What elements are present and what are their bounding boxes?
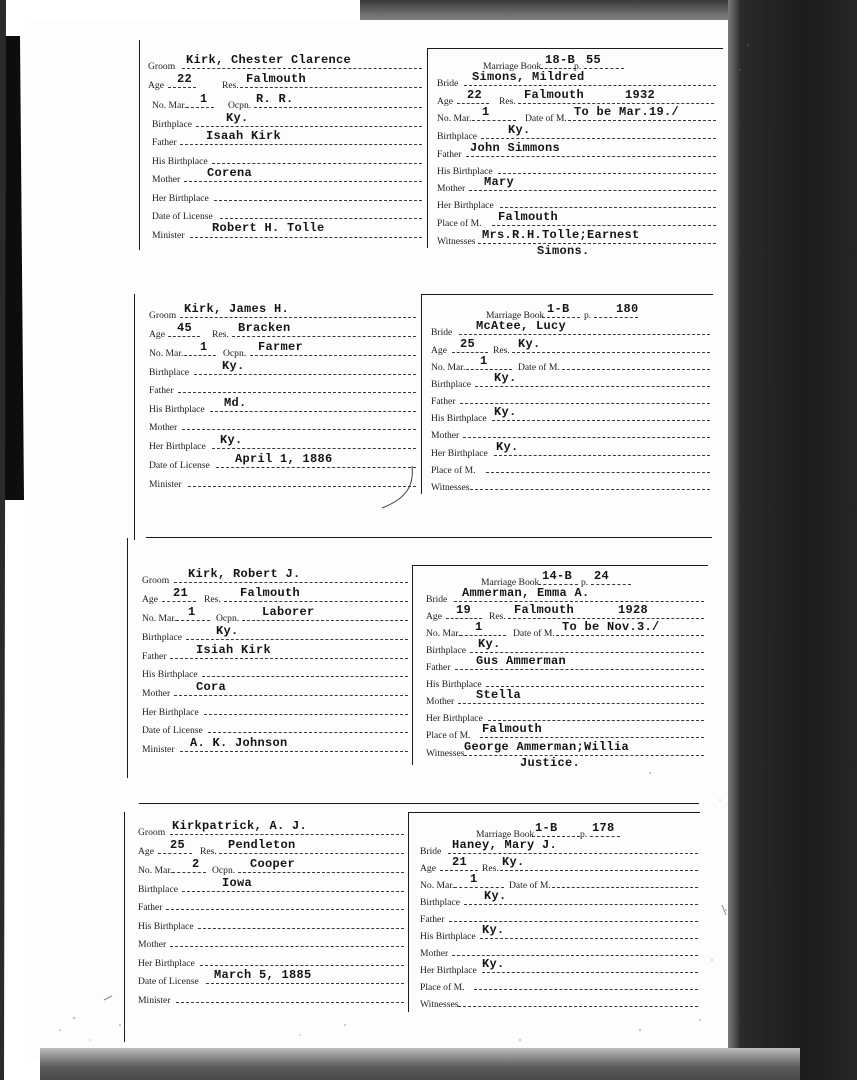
groom-age: 25 bbox=[170, 838, 186, 852]
groom-her-birthplace: Ky. bbox=[220, 433, 243, 447]
groom-birthplace: Ky. bbox=[216, 624, 239, 638]
groom-ocpn: R. R. bbox=[256, 92, 294, 106]
groom-birthplace: Ky. bbox=[222, 359, 245, 373]
groom-birthplace: Ky. bbox=[226, 111, 249, 125]
groom-age: 21 bbox=[173, 586, 189, 600]
record-card-3: Groom Kirk, Robert J. Age 21 Res. Falmouth No. Mar. 1 Ocpn. Laborer Birthplace Ky. Father Isiah Kirk His Birthplace Mother Cora Her Birthplace Date of License Minister A. K. Johnson Marriage Book 14-B p. 24 Bride Ammerman, Emma A. Age 19 Res. Falmouth 1928 No. Mar. 1 Date of M. To be Nov.3./ Birthplace Ky. Father Gus Ammerman His Birthplace Mother Stella Her Birthplace Place of M. Falmouth Witnesses George Ammerman;Willia Justice. bbox=[0, 0, 857, 790]
groom-no-mar: 1 bbox=[200, 340, 208, 354]
bride-no-mar: 1 bbox=[480, 354, 488, 368]
bride-age: 25 bbox=[460, 337, 476, 351]
bride-age: 22 bbox=[467, 88, 483, 102]
bride-res-year: 1932 bbox=[625, 88, 656, 102]
bride-date-of-m: To be Mar.19./ bbox=[574, 105, 680, 119]
groom-res: Pendleton bbox=[228, 838, 296, 852]
groom-no-mar: 1 bbox=[200, 92, 208, 106]
bride-res-year: 1928 bbox=[618, 603, 649, 617]
groom-age: 45 bbox=[177, 321, 193, 335]
bride-birthplace: Ky. bbox=[494, 371, 517, 385]
bride-res: Ky. bbox=[518, 337, 541, 351]
bride-no-mar: 1 bbox=[475, 620, 483, 634]
bride-marriage-book: 18-B bbox=[545, 53, 576, 67]
record-card-1: Groom Kirk, Chester Clarence Age 22 Res. Falmouth No. Mar. 1 Ocpn. R. R. Birthplace Ky. Father Isaah Kirk His Birthplace Mother Corena Her Birthplace Date of License Minister Robert H. Tolle Marriage Book 18-B p. 55 Bride Simons, Mildred Age 22 Res. Falmouth 1932 No. Mar. 1 Date of M. To be Mar.19./ Birthplace Ky. Father John Simmons His Birthplace Mother Mary Her Birthplace Place of M. Falmouth Witnesses Mrs.R.H.Tolle;Earnest Simons. bbox=[0, 0, 857, 270]
bride-page: 24 bbox=[594, 569, 610, 583]
bride-father: John Simmons bbox=[470, 141, 561, 155]
bride-mother: Mary bbox=[484, 175, 515, 189]
bride-mother: Stella bbox=[476, 688, 522, 702]
bride-no-mar: 1 bbox=[470, 872, 478, 886]
bride-place-of-m: Falmouth bbox=[482, 722, 543, 736]
groom-father: Isaah Kirk bbox=[206, 129, 282, 143]
groom-date-of-license: March 5, 1885 bbox=[214, 968, 312, 982]
groom-name: Kirk, Chester Clarence bbox=[186, 53, 352, 67]
groom-res: Falmouth bbox=[240, 586, 301, 600]
groom-minister: A. K. Johnson bbox=[190, 736, 288, 750]
bride-her-birthplace: Ky. bbox=[496, 440, 519, 454]
bride-no-mar: 1 bbox=[482, 105, 490, 119]
groom-age: 22 bbox=[177, 72, 193, 86]
bride-name: Haney, Mary J. bbox=[452, 838, 558, 852]
bride-witnesses: Mrs.R.H.Tolle;Earnest bbox=[482, 228, 640, 242]
bride-name: Ammerman, Emma A. bbox=[462, 586, 590, 600]
bride-res: Falmouth bbox=[514, 603, 575, 617]
groom-name: Kirkpatrick, A. J. bbox=[172, 819, 308, 833]
record-card-2: Groom Kirk, James H. Age 45 Res. Bracken No. Mar. 1 Ocpn. Farmer Birthplace Ky. Father His Birthplace Md. Mother Her Birthplace Ky. Date of License April 1, 1886 Minister Marriage Book 1-B p. 180 Bride McAtee, Lucy Age 25 Res. Ky. No. Mar. 1 Date of M. Birthplace Ky. Father His Birthplace Ky. Mother Her Birthplace Ky. Place of M. Witnesses bbox=[0, 0, 857, 540]
bride-page: 180 bbox=[616, 302, 639, 316]
groom-name-row: Groom bbox=[148, 61, 176, 72]
bride-birthplace: Ky. bbox=[484, 889, 507, 903]
bride-marriage-book: 1-B bbox=[547, 302, 570, 316]
bride-witnesses: George Ammerman;Willia bbox=[464, 740, 630, 754]
groom-ocpn: Farmer bbox=[258, 340, 304, 354]
groom-date-of-license: April 1, 1886 bbox=[235, 452, 333, 466]
groom-mother: Cora bbox=[196, 680, 227, 694]
bride-marriage-book: 14-B bbox=[542, 569, 573, 583]
groom-father: Isiah Kirk bbox=[196, 643, 272, 657]
bride-birthplace: Ky. bbox=[478, 637, 501, 651]
bride-name: Simons, Mildred bbox=[472, 70, 585, 84]
groom-no-mar: 1 bbox=[188, 605, 196, 619]
bride-marriage-book: 1-B bbox=[535, 821, 558, 835]
bride-page: 55 bbox=[586, 53, 602, 67]
groom-res: Falmouth bbox=[246, 72, 307, 86]
groom-his-birthplace: Md. bbox=[224, 396, 247, 410]
groom-res: Bracken bbox=[238, 321, 291, 335]
bride-page: 178 bbox=[592, 821, 615, 835]
bride-res: Ky. bbox=[502, 855, 525, 869]
bride-his-birthplace: Ky. bbox=[494, 405, 517, 419]
bride-witnesses-cont: Simons. bbox=[537, 244, 590, 258]
groom-no-mar: 2 bbox=[192, 857, 200, 871]
bride-her-birthplace: Ky. bbox=[482, 957, 505, 971]
bride-age: 19 bbox=[456, 603, 472, 617]
bride-res: Falmouth bbox=[524, 88, 585, 102]
bride-age: 21 bbox=[452, 855, 468, 869]
groom-mother: Corena bbox=[207, 166, 253, 180]
bride-place-of-m: Falmouth bbox=[498, 210, 559, 224]
groom-birthplace: Iowa bbox=[222, 876, 253, 890]
groom-ocpn: Cooper bbox=[250, 857, 296, 871]
groom-ocpn: Laborer bbox=[262, 605, 315, 619]
bride-name: McAtee, Lucy bbox=[476, 319, 567, 333]
bride-birthplace: Ky. bbox=[508, 123, 531, 137]
bride-date-of-m: To be Nov.3./ bbox=[562, 620, 660, 634]
bride-father: Gus Ammerman bbox=[476, 654, 567, 668]
bride-his-birthplace: Ky. bbox=[482, 923, 505, 937]
groom-minister: Robert H. Tolle bbox=[212, 221, 325, 235]
bride-witnesses-cont: Justice. bbox=[520, 756, 581, 770]
groom-name: Kirk, Robert J. bbox=[188, 567, 301, 581]
record-card-4: Groom Kirkpatrick, A. J. Age 25 Res. Pendleton No. Mar. 2 Ocpn. Cooper Birthplace Iowa Father His Birthplace Mother Her Birthplace Date of License March 5, 1885 Minister Marriage Book 1-B p. 178 Bride Haney, Mary J. Age 21 Res. Ky. No. Mar. 1 Date of M. Birthplace Ky. Father His Birthplace Ky. Mother Her Birthplace Ky. Place of M. Witnesses bbox=[0, 0, 857, 1050]
groom-name: Kirk, James H. bbox=[184, 302, 290, 316]
